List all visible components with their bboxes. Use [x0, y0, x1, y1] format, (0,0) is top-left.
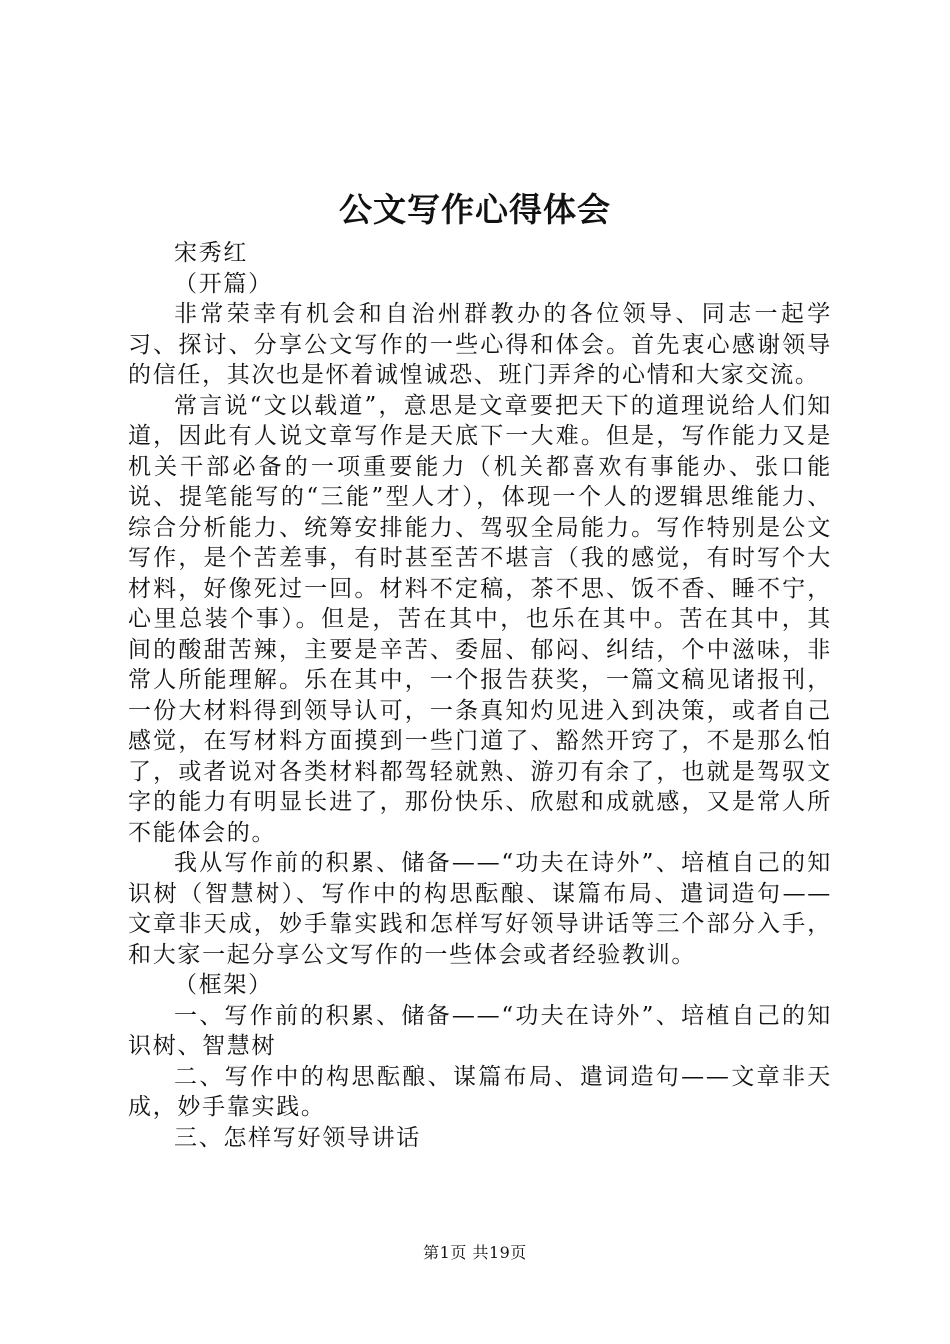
outline-item-2: 二、写作中的构思酝酿、谋篇布局、遣词造句——文章非天成，妙手靠实践。	[128, 1063, 832, 1120]
paragraph-outline: 我从写作前的积累、储备——“功夫在诗外”、培植自己的知识树（智慧树）、写作中的构思酝酿、谋篇布局、遣词造句——文章非天成，妙手靠实践和怎样写好领导讲话等三个部分入手，和大家一起分享公文写作的一些体会或者经验教训。	[128, 850, 832, 968]
paragraph-main: 常言说“文以载道”，意思是文章要把天下的道理说给人们知道，因此有人说文章写作是天底下一大难。但是，写作能力又是机关干部必备的一项重要能力（机关都喜欢有事能办、张口能说、提笔能写的“三能”型人才），体现一个人的逻辑思维能力、综合分析能力、统筹安排能力、驾驭全局能力。写作特别是公文写作，是个苦差事，有时甚至苦不堪言（我的感觉，有时写个大材料，好像死过一回。材料不定稿，茶不思、饭不香、睡不宁，心里总装个事）。但是，苦在其中，也乐在其中。苦在其中，其间的酸甜苦辣，主要是辛苦、委屈、郁闷、纠结，个中滋味，非常人所能理解。乐在其中，一个报告获奖，一篇文稿见诸报刊，一份大材料得到领导认可，一条真知灼见进入到决策，或者自己感觉，在写材料方面摸到一些门道了、豁然开窍了，不是那么怕了，或者说对各类材料都驾轻就熟、游刃有余了，也就是驾驭文字的能力有明显长进了，那份快乐、欣慰和成就感，又是常人所不能体会的。	[128, 392, 832, 846]
section-label-opening: （开篇）	[174, 270, 273, 297]
author-line: 宋秀红	[174, 240, 249, 266]
document-title: 公文写作心得体会	[339, 190, 611, 229]
paragraph-intro: 非常荣幸有机会和自治州群教办的各位领导、同志一起学习、探讨、分享公文写作的一些心得和体会。首先衷心感谢领导的信任，其次也是怀着诚惶诚恐、班门弄斧的心情和大家交流。	[128, 301, 832, 388]
section-label-framework: （框架）	[174, 972, 273, 998]
document-body	[128, 238, 832, 1153]
page-number-footer: 第1页 共19页	[423, 1243, 527, 1262]
outline-item-3: 三、怎样写好领导讲话	[174, 1124, 421, 1151]
outline-item-1: 一、写作前的积累、储备——“功夫在诗外”、培植自己的知识树、智慧树	[128, 1002, 832, 1059]
